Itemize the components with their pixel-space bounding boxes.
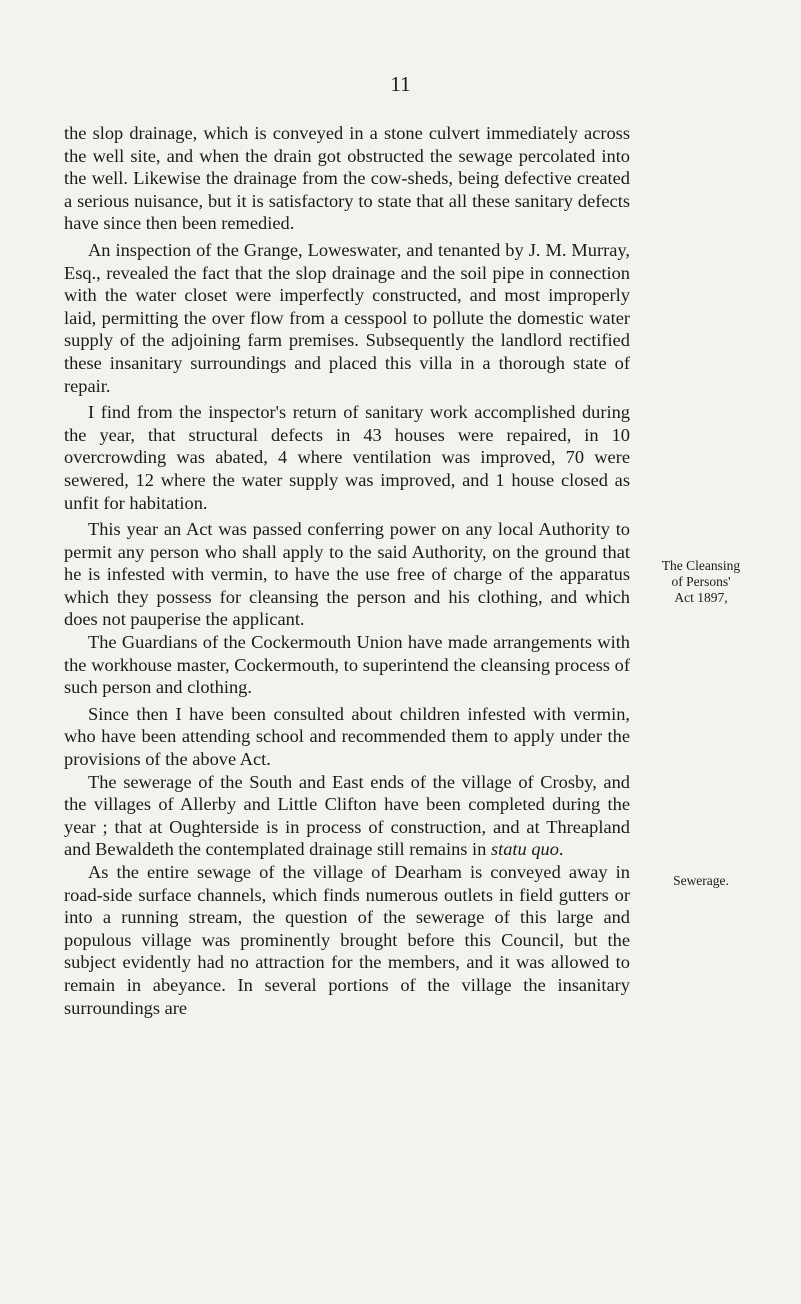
paragraph-guardians: The Guardians of the Cockermouth Union have made arrangements with the workhouse master, Cockermouth, to superintend the cleansing process of such person and clothing. <box>64 632 630 698</box>
sidenote-sewerage-text: Sewerage. <box>673 873 729 888</box>
sidenote-cleansing-act <box>641 558 761 606</box>
page-number: 11 <box>390 72 411 96</box>
sidenote-cleansing-line-1: The Cleansing <box>661 558 741 573</box>
sidenote-cleansing-line-2: of Persons' <box>671 574 731 589</box>
paragraph-vermin-children: Since then I have been consulted about children infested with vermin, who have been attending school and recommended them to apply under the provisions of the above Act. <box>64 703 630 770</box>
paragraph-grange-inspection: An inspection of the Grange, Loweswater, and tenanted by J. M. Murray, Esq., revealed the fact that the slop drainage and the soil pipe in connection with the water closet were imperfectly constructed, and most improperly laid, permitting the over flow from a cesspool to pollute the domestic water supply of the adjoining farm premises. Subsequently the landlord rectified these insanitary surroundings and placed this villa in a thorough state of repair. <box>64 239 630 396</box>
body-text <box>64 122 630 1019</box>
sidenote-cleansing-line-3: Act 1897, <box>674 590 728 605</box>
paragraph-sewerage-crosby <box>64 771 630 861</box>
paragraph-culvert: the slop drainage, which is conveyed in a stone culvert immediately across the well site, and when the drain got obstructed the sewage percolated into the well. Likewise the drainage from the cow-sheds, being defective created a serious nuisance, but it is satisfactory to state that all these sanitary defects have since then been remedied. <box>64 123 630 234</box>
sidenote-sewerage <box>641 873 761 889</box>
sentence-period: . <box>558 839 564 860</box>
paragraph-dearham: As the entire sewage of the village of Dearham is conveyed away in road-side surface channels, which finds numerous outlets in field gutters or into a running stream, the question of the sewerage of this large and populous village was prominently brought before this Council, but the subject evidently had no attraction for the members, and it was allowed to remain in abeyance. In several portions of the village the insanitary surroundings are <box>64 862 630 1018</box>
statu-quo-phrase: statu quo <box>490 839 559 860</box>
paragraph-sewerage-crosby-text: The sewerage of the South and East ends of the village of Crosby, and the villages of Allerby and Little Clifton have been completed during the year ; that at Oughterside is in process of construction, and at Threapland and Bewaldeth the contemplated drainage still remains in <box>64 771 630 860</box>
paragraph-sanitary-work: I find from the inspector's return of sanitary work accomplished during the year, that structural defects in 43 houses were repaired, in 10 overcrowding was abated, 4 where ventilation was improved, 70 were sewered, 12 where the water supply was improved, and 1 house closed as unfit for habitation. <box>64 402 630 513</box>
paragraph-cleansing-act: This year an Act was passed conferring power on any local Authority to permit any person who shall apply to the said Authority, on the ground that he is infested with vermin, to have the use free of charge of the apparatus which they possess for cleansing the person and his clothing, and which does not pauperise the applicant. <box>64 519 630 630</box>
